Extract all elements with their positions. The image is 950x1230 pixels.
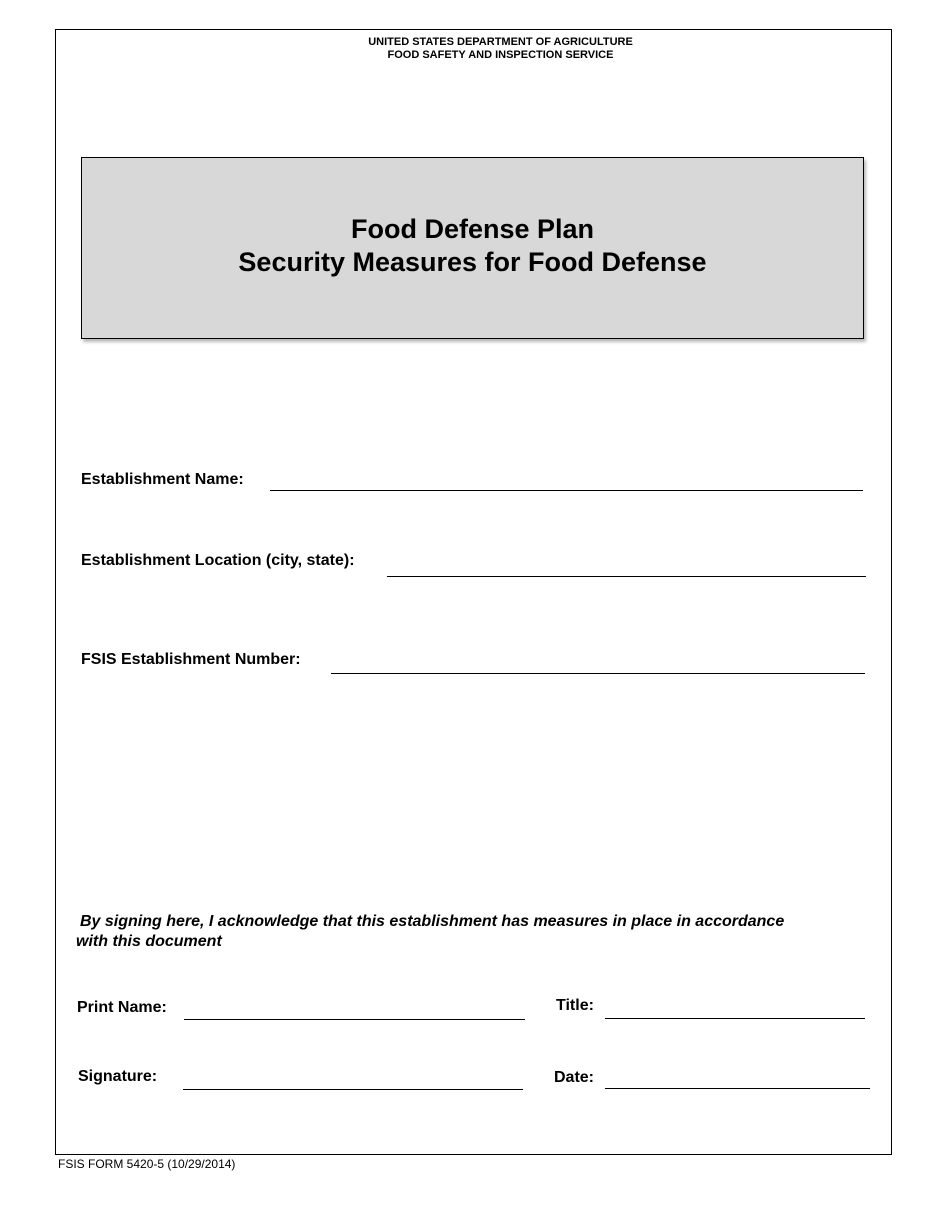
- agency-header: [55, 36, 946, 62]
- fsis-number-field[interactable]: [331, 673, 865, 674]
- form-subtitle: Security Measures for Food Defense: [238, 247, 707, 277]
- signature-field[interactable]: [183, 1089, 523, 1090]
- title-field[interactable]: [605, 1018, 865, 1019]
- acknowledgment-text: [76, 912, 856, 952]
- agency-line-1: UNITED STATES DEPARTMENT OF AGRICULTURE: [368, 36, 633, 48]
- fsis-number-label: FSIS Establishment Number:: [81, 651, 301, 668]
- acknowledgment-line-1: By signing here, I acknowledge that this establishment has measures in place in accordance: [80, 913, 785, 930]
- title-label: Title:: [556, 997, 594, 1014]
- signature-label: Signature:: [78, 1068, 158, 1085]
- form-title: Food Defense Plan: [350, 214, 595, 244]
- acknowledgment-line-2: with this document: [76, 933, 222, 950]
- establishment-location-field[interactable]: [387, 576, 866, 577]
- establishment-name-field[interactable]: [270, 490, 863, 491]
- date-field[interactable]: [605, 1088, 870, 1089]
- establishment-name-label: Establishment Name:: [81, 471, 244, 488]
- print-name-field[interactable]: [184, 1019, 525, 1020]
- establishment-location-label: Establishment Location (city, state):: [81, 552, 355, 569]
- agency-line-2: FOOD SAFETY AND INSPECTION SERVICE: [387, 49, 614, 61]
- date-label: Date:: [554, 1069, 595, 1086]
- form-number: FSIS FORM 5420-5 (10/29/2014): [58, 1157, 236, 1171]
- print-name-label: Print Name:: [77, 999, 167, 1016]
